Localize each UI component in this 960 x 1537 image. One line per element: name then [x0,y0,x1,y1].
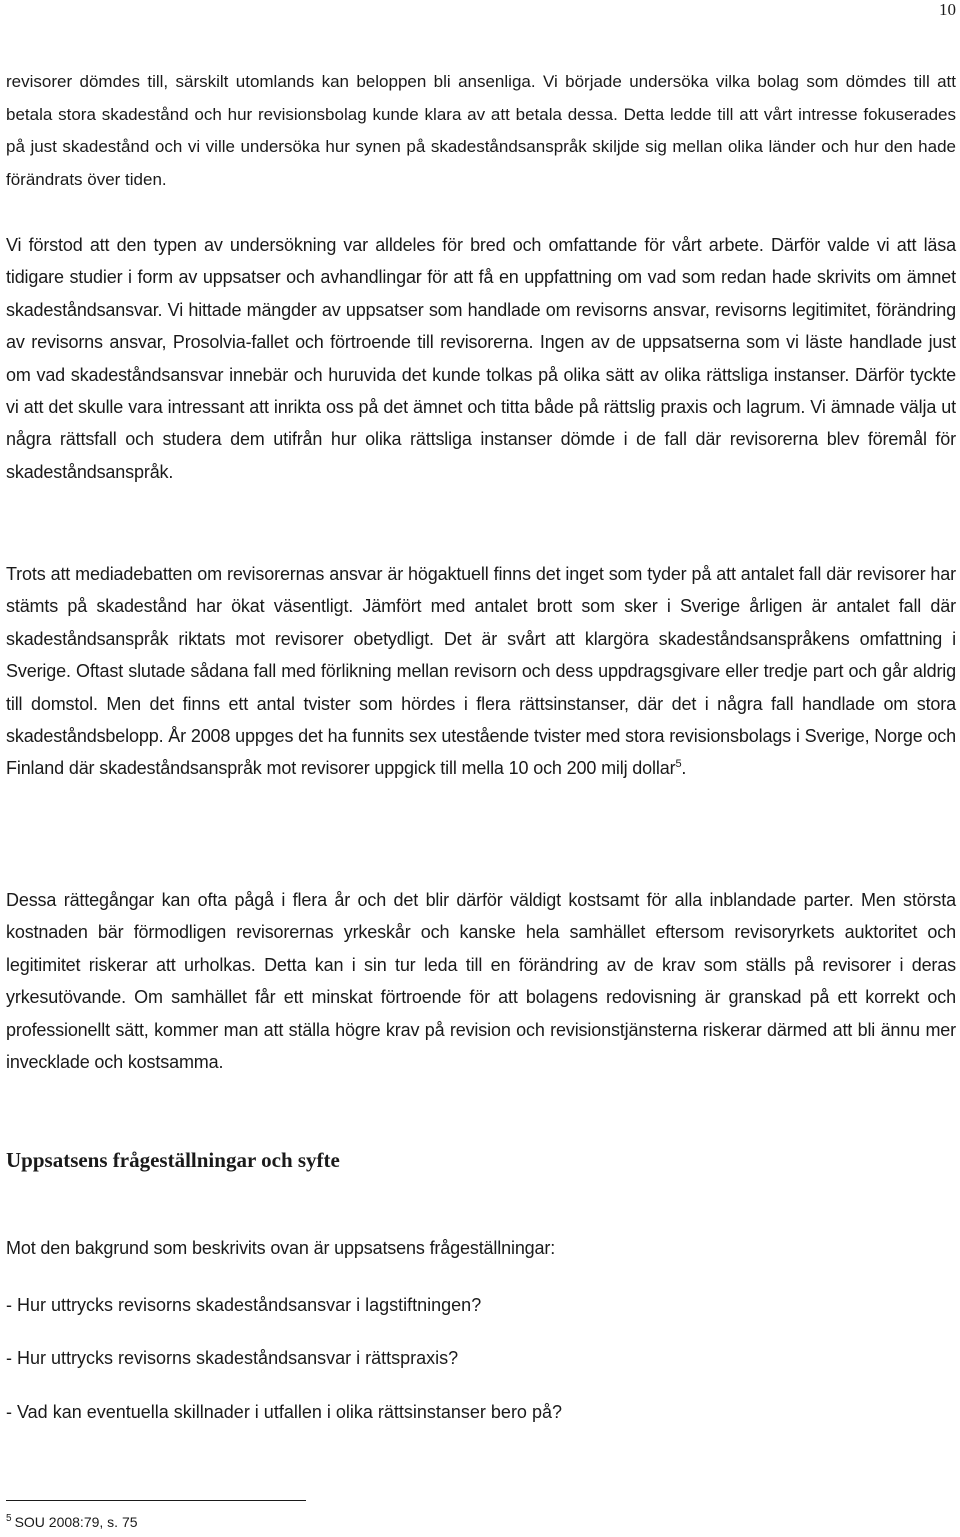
questions-intro: Mot den bakgrund som beskrivits ovan är uppsatsens frågeställningar: [6,1238,556,1258]
paragraph-court-costs [6,884,956,1078]
paragraph-intro: revisorer dömdes till, särskilt utomlands kan beloppen bli ansenliga. Vi började undersöka vilka bolag som dömdes till att betala stora skadestånd och hur revisionsbolag kunde klara av att betala dessa. Detta ledde till att vårt intresse fokuserades på just skadestånd och vi ville undersöka hur synen på skadeståndsanspråk skiljde sig mellan olika länder och hur den hade förändrats över tiden. [6,72,956,189]
question-item: - Hur uttrycks revisorns skadeståndsansvar i lagstiftningen? [6,1295,482,1315]
footnote [6,1510,138,1531]
paragraph-media-debate-text: Trots att mediadebatten om revisorernas ansvar är högaktuell finns det inget som tyder på att antalet fall där revisorer har stämts på skadestånd har ökat väsentligt. Jämfört med antalet brott som sker i Sverige årligen är antalet fall där skadeståndsanspråk riktats mot revisorer obetydligt. Det är svårt att klargöra skadeståndsanspråkens omfattning i Sverige. Oftast slutade sådana fall med förlikning mellan revisorn och dess uppdragsgivare eller tredje part och går aldrig till domstol. Men det finns ett antal tvister som hördes i flera rättsinstanser, där det i några fall handlade om stora skadeståndsbelopp. År 2008 uppges det ha funnits sex utestående tvister med stora revisionsbolags i Sverige, Norge och Finland där skadeståndsanspråk mot revisorer uppgick till mella 10 och 200 milj dollar [6,564,956,779]
paragraph-media-debate-end: . [681,758,687,779]
footnote-divider [6,1500,306,1501]
section-heading: Uppsatsens frågeställningar och syfte [6,1148,340,1172]
paragraph-court-costs-text: Dessa rättegångar kan ofta pågå i flera år och det blir därför väldigt kostsamt för alla inblandade parter. Men största kostnaden bär förmodligen revisorernas yrkeskår och kanske hela samhället eftersom revisoryrkets auktoritet och legitimitet riskerar att urholkas. Detta kan i sin tur leda till en förändring av de krav som ställs på revisorer i deras yrkesutövande. Om samhället får ett minskat förtroende för att bolagens redovisning är granskad på ett korrekt och professionellt sätt, kommer man att ställa högre krav på revision och revisionstjänsterna riskerar därmed att bli ännu mer invecklade och kostsamma. [6,890,956,1073]
paragraph-scope: Vi förstod att den typen av undersökning var alldeles för bred och omfattande för vårt arbete. Därför valde vi att läsa tidigare studier i form av uppsatser och avhandlingar för att få en uppfattning om vad som redan hade skrivits om ämnet skadeståndsansvar. Vi hittade mängder av uppsatser som handlade om revisorns ansvar, revisorns legitimitet, förändring av revisorns ansvar, Prosolvia-fallet och förtroende till revisorerna. Ingen av de uppsatserna som vi läste handlade just om vad skadeståndsansvar innebär och huruvida det kunde tolkas på olika sätt av olika rättsliga instanser. Därför tyckte vi att det skulle vara intressant att inrikta oss på det ämnet och titta både på rättslig praxis och lagrum. Vi ämnade välja ut några rättsfall och studera dem utifrån hur olika rättsliga instanser dömde i de fall där revisorerna blev föremål för skadeståndsanspråk. [6,235,956,482]
paragraph-media-debate [6,558,956,785]
page-number: 10 [939,0,956,19]
footnote-reference: 5 [675,758,682,771]
question-item: - Vad kan eventuella skillnader i utfallen i olika rättsinstanser bero på? [6,1402,562,1422]
footnote-text: SOU 2008:79, s. 75 [14,1514,138,1530]
question-item: - Hur uttrycks revisorns skadeståndsansvar i rättspraxis? [6,1348,459,1368]
footnote-mark: 5 [6,1513,12,1524]
